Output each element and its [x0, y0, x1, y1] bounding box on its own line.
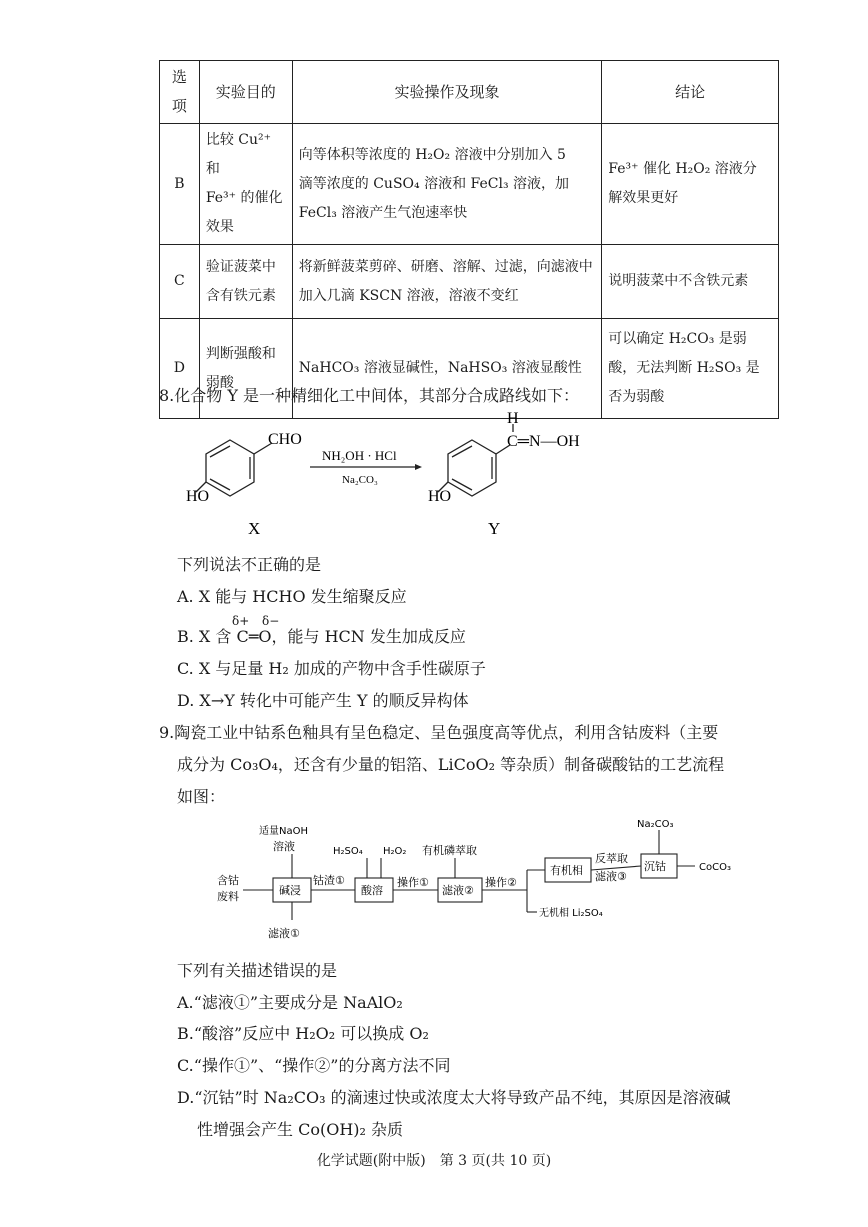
- delta-minus: δ−: [262, 614, 280, 628]
- cell-line: 滴等浓度的 CuSO₄ 溶液和 FeCl₃ 溶液，加: [298, 175, 570, 192]
- q9-prompt: 下列有关描述错误的是: [177, 961, 338, 980]
- cell-line: NaHCO₃ 溶液显碱性，NaHSO₃ 溶液显酸性: [298, 360, 582, 376]
- flow-naoh: 溶液: [273, 840, 295, 853]
- benzene-ring-y: [438, 424, 513, 496]
- cell-line: 验证菠菜中: [205, 258, 276, 275]
- reagent-top: NH₂OH · HCl: [322, 448, 397, 463]
- x-label: X: [248, 519, 261, 538]
- flow-box-text: 滤液②: [442, 884, 474, 897]
- flow-op1: 操作①: [397, 876, 429, 889]
- cell-line: 比较 Cu²⁺ 和: [205, 132, 272, 177]
- flow-feed: 含钴: [217, 874, 239, 887]
- cell-operation: [292, 124, 602, 245]
- q9-stem-line: 成分为 Co₃O₄，还含有少量的铝箔、LiCoO₂ 等杂质）制备碳酸钴的工艺流程: [177, 755, 725, 774]
- reaction-scheme: [170, 410, 630, 540]
- flow-h2so4: H₂SO₄: [333, 846, 363, 857]
- cell-line: 否为弱酸: [608, 389, 665, 405]
- q9-option-d: D.“沉钴”时 Na₂CO₃ 的滴速过快或浓度太大将导致产品不纯，其原因是溶液碱: [177, 1088, 731, 1107]
- delta-plus: δ+: [232, 614, 250, 628]
- cell-option: B: [160, 124, 200, 245]
- flow-zha: 钴渣①: [313, 874, 345, 887]
- flow-box-text: 碱浸: [279, 884, 301, 897]
- flow-reverse: 反萃取: [595, 852, 628, 865]
- experiment-table: [159, 60, 779, 419]
- flow-h2o2: H₂O₂: [383, 846, 407, 857]
- header-operation: 实验操作及现象: [292, 61, 602, 124]
- flow-lvye1: 滤液①: [268, 927, 300, 940]
- flow-inorganic: 无机相 Li₂SO₄: [539, 908, 603, 919]
- y-h: H: [507, 410, 519, 427]
- cell-line: 解效果更好: [608, 190, 679, 206]
- cell-line: 效果: [205, 219, 234, 235]
- cell-option: C: [160, 245, 200, 319]
- q8-option-d: D. X→Y 转化中可能产生 Y 的顺反异构体: [177, 691, 469, 710]
- y-group: C═N—OH: [507, 433, 580, 450]
- arrow-head-icon: [415, 464, 422, 470]
- y-label: Y: [488, 519, 501, 538]
- flow-box-text: 有机相: [550, 864, 583, 877]
- q9-option-b: B.“酸溶”反应中 H₂O₂ 可以换成 O₂: [177, 1024, 429, 1043]
- header-aim: 实验目的: [199, 61, 292, 124]
- cell-conclusion: [602, 124, 779, 245]
- q9-stem-line: 如图：: [177, 787, 226, 806]
- flow-op2: 操作②: [485, 876, 517, 889]
- process-flowchart: [215, 812, 755, 947]
- cell-conclusion: [602, 245, 779, 319]
- cell-line: 可以确定 H₂CO₃ 是弱: [608, 331, 747, 347]
- q9-stem-line: 9.陶瓷工业中钴系色釉具有呈色稳定、呈色强度高等优点，利用含钴废料（主要: [159, 723, 719, 742]
- header-option: 选项: [160, 61, 200, 124]
- q9-option-d-cont: 性增强会产生 Co(OH)₂ 杂质: [197, 1120, 404, 1139]
- cell-line: FeCl₃ 溶液产生气泡速率快: [298, 204, 468, 221]
- cell-line: Fe³⁺ 的催化: [205, 190, 283, 206]
- flow-extract: 有机磷萃取: [422, 844, 477, 857]
- flow-feed: 废料: [217, 890, 239, 903]
- cell-conclusion: [602, 319, 779, 419]
- page-footer: 化学试题(附中版) 第 3 页(共 10 页): [316, 1153, 552, 1169]
- y-ho: HO: [428, 488, 452, 505]
- cell-line: 说明菠菜中不含铁元素: [608, 273, 749, 289]
- x-cho: CHO: [268, 431, 302, 448]
- table-row: [160, 124, 779, 245]
- cell-operation: [292, 245, 602, 319]
- cell-line: 加入几滴 KSCN 溶液，溶液不变红: [298, 287, 519, 304]
- flow-box-text: 酸溶: [361, 884, 383, 897]
- cell-line: 判断强酸和: [205, 345, 276, 362]
- flow-box-text: 沉钴: [644, 860, 666, 873]
- q8-option-b: B. X 含 C═O，能与 HCN 发生加成反应: [177, 627, 466, 646]
- cell-aim: [199, 245, 292, 319]
- q9-option-c: C.“操作①”、“操作②”的分离方法不同: [177, 1056, 451, 1075]
- cell-line: 弱酸: [205, 374, 234, 391]
- q8-option-c: C. X 与足量 H₂ 加成的产物中含手性碳原子: [177, 659, 486, 678]
- table-header-row: [160, 61, 779, 124]
- q8-option-a: A. X 能与 HCHO 发生缩聚反应: [177, 587, 407, 606]
- q9-option-a: A.“滤液①”主要成分是 NaAlO₂: [177, 993, 403, 1012]
- flow-product: CoCO₃: [699, 862, 731, 873]
- cell-line: 含有铁元素: [205, 287, 276, 304]
- cell-line: 酸，无法判断 H₂SO₃ 是: [608, 360, 760, 376]
- q8-stem: 8.化合物 Y 是一种精细化工中间体，其部分合成路线如下：: [159, 386, 580, 405]
- flow-naoh: 适量NaOH: [259, 826, 308, 837]
- x-ho: HO: [186, 488, 210, 505]
- cell-line: 向等体积等浓度的 H₂O₂ 溶液中分别加入 5: [298, 146, 566, 163]
- cell-line: 将新鲜菠菜剪碎、研磨、溶解、过滤，向滤液中: [298, 258, 593, 275]
- cell-aim: [199, 124, 292, 245]
- q8-prompt: 下列说法不正确的是: [177, 555, 322, 574]
- flow-na2co3: Na₂CO₃: [637, 819, 674, 830]
- cell-line: Fe³⁺ 催化 H₂O₂ 溶液分: [608, 161, 757, 177]
- flow-reverse: 滤液③: [595, 870, 627, 883]
- cell-option: D: [160, 319, 200, 419]
- table-row: [160, 245, 779, 319]
- header-conclusion: 结论: [602, 61, 779, 124]
- reagent-bottom: Na₂CO₃: [342, 474, 378, 486]
